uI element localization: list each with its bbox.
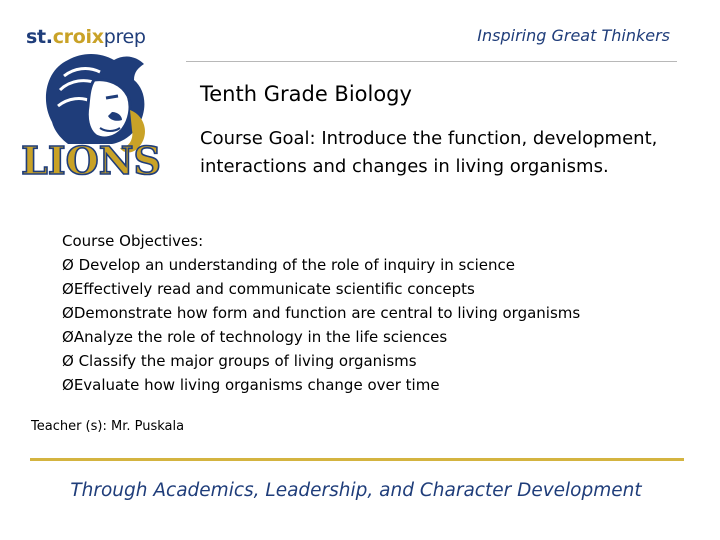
objective-item: ØDemonstrate how form and function are central to living organisms <box>62 304 581 322</box>
brand-part-croix: croix <box>52 26 104 48</box>
lion-mascot-icon <box>21 50 161 190</box>
footer-divider <box>30 458 684 461</box>
header-divider <box>186 61 677 62</box>
objective-item: ØEvaluate how living organisms change over time <box>62 376 440 394</box>
arrow-bullet-icon: Ø <box>62 328 74 346</box>
objective-item: Ø Develop an understanding of the role of inquiry in science <box>62 256 515 274</box>
objective-item: Ø Classify the major groups of living organisms <box>62 352 417 370</box>
school-motto: Through Academics, Leadership, and Character Development <box>70 480 642 501</box>
arrow-bullet-icon: Ø <box>62 256 74 274</box>
objectives-heading: Course Objectives: <box>62 232 204 250</box>
course-goal: Course Goal: Introduce the function, development, interactions and changes in living organisms. <box>200 128 658 177</box>
teacher-line: Teacher (s): Mr. Puskala <box>31 419 185 434</box>
objective-item: ØAnalyze the role of technology in the life sciences <box>62 328 448 346</box>
brand-part-st: st. <box>26 26 53 48</box>
tagline: Inspiring Great Thinkers <box>477 26 670 45</box>
arrow-bullet-icon: Ø <box>62 376 74 394</box>
arrow-bullet-icon: Ø <box>62 352 74 370</box>
arrow-bullet-icon: Ø <box>62 304 74 322</box>
school-brand <box>26 26 146 48</box>
objective-item: ØEffectively read and communicate scientific concepts <box>62 280 475 298</box>
logo-text: LIONS <box>21 138 161 183</box>
course-title: Tenth Grade Biology <box>200 82 412 106</box>
course-objectives <box>62 229 682 397</box>
brand-part-prep: prep <box>103 26 146 48</box>
arrow-bullet-icon: Ø <box>62 280 74 298</box>
